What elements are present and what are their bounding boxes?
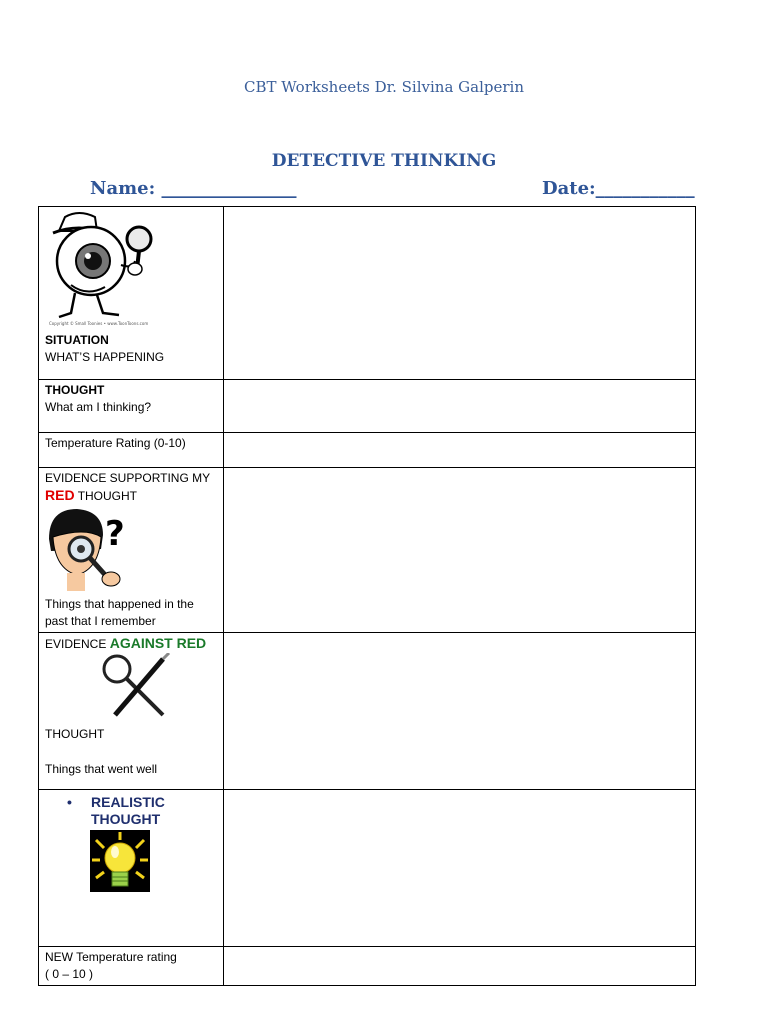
evidence-for-line1: EVIDENCE SUPPORTING MY bbox=[45, 471, 211, 485]
evidence-against-note: Things that went well bbox=[45, 762, 158, 776]
thought-label-cell bbox=[39, 380, 224, 433]
red-word: RED bbox=[45, 487, 75, 503]
thought-answer-cell[interactable] bbox=[224, 380, 696, 433]
realistic-line1: REALISTIC bbox=[91, 794, 165, 810]
against-red-text: AGAINST RED bbox=[109, 635, 207, 651]
evidence-against-row bbox=[39, 633, 696, 790]
situation-answer-cell[interactable] bbox=[224, 207, 696, 380]
thought-title: THOUGHT bbox=[45, 383, 105, 397]
situation-row bbox=[39, 207, 696, 380]
evidence-against-prefix: EVIDENCE bbox=[45, 637, 107, 651]
evidence-for-label-cell bbox=[39, 468, 224, 633]
new-temperature-line2: ( 0 – 10 ) bbox=[45, 967, 94, 981]
new-temperature-row bbox=[39, 947, 696, 986]
evidence-for-note: Things that happened in the past that I remember bbox=[45, 597, 194, 628]
realistic-bullet: • bbox=[67, 794, 72, 810]
temperature-row bbox=[39, 433, 696, 468]
temperature-answer-cell[interactable] bbox=[224, 433, 696, 468]
magnifier-pen-icon bbox=[45, 653, 205, 721]
new-temperature-label-cell bbox=[39, 947, 224, 986]
name-field[interactable]: Name: _______________ bbox=[90, 178, 297, 199]
realistic-label-cell bbox=[39, 790, 224, 947]
new-temperature-answer-cell[interactable] bbox=[224, 947, 696, 986]
situation-title: SITUATION bbox=[45, 333, 109, 347]
situation-label-cell bbox=[39, 207, 224, 380]
evidence-for-thought: THOUGHT bbox=[77, 489, 138, 503]
thought-subtitle: What am I thinking? bbox=[45, 400, 152, 414]
svg-text:?: ? bbox=[105, 514, 125, 554]
evidence-against-label-cell bbox=[39, 633, 224, 790]
worksheet-table bbox=[38, 206, 696, 986]
evidence-against-thought: THOUGHT bbox=[45, 727, 105, 741]
copyright-text: Copyright © Small Toonies • www.ToonToons.com bbox=[49, 321, 149, 326]
realistic-line2: THOUGHT bbox=[91, 811, 161, 827]
new-temperature-line1: NEW Temperature rating bbox=[45, 950, 177, 964]
temperature-label-cell bbox=[39, 433, 224, 468]
document-header: CBT Worksheets Dr. Silvina Galperin bbox=[244, 78, 524, 96]
temperature-label: Temperature Rating (0-10) bbox=[45, 436, 186, 450]
lightbulb-icon bbox=[90, 830, 150, 892]
eye-detective-icon bbox=[45, 209, 165, 327]
thought-row bbox=[39, 380, 696, 433]
evidence-against-answer-cell[interactable] bbox=[224, 633, 696, 790]
situation-subtitle: WHAT’S HAPPENING bbox=[45, 350, 165, 364]
evidence-for-answer-cell[interactable] bbox=[224, 468, 696, 633]
realistic-row bbox=[39, 790, 696, 947]
worksheet-title: DETECTIVE THINKING bbox=[271, 151, 497, 171]
evidence-for-row bbox=[39, 468, 696, 633]
realistic-answer-cell[interactable] bbox=[224, 790, 696, 947]
date-field[interactable]: Date:___________ bbox=[542, 178, 695, 199]
detective-boy-icon bbox=[45, 505, 129, 591]
